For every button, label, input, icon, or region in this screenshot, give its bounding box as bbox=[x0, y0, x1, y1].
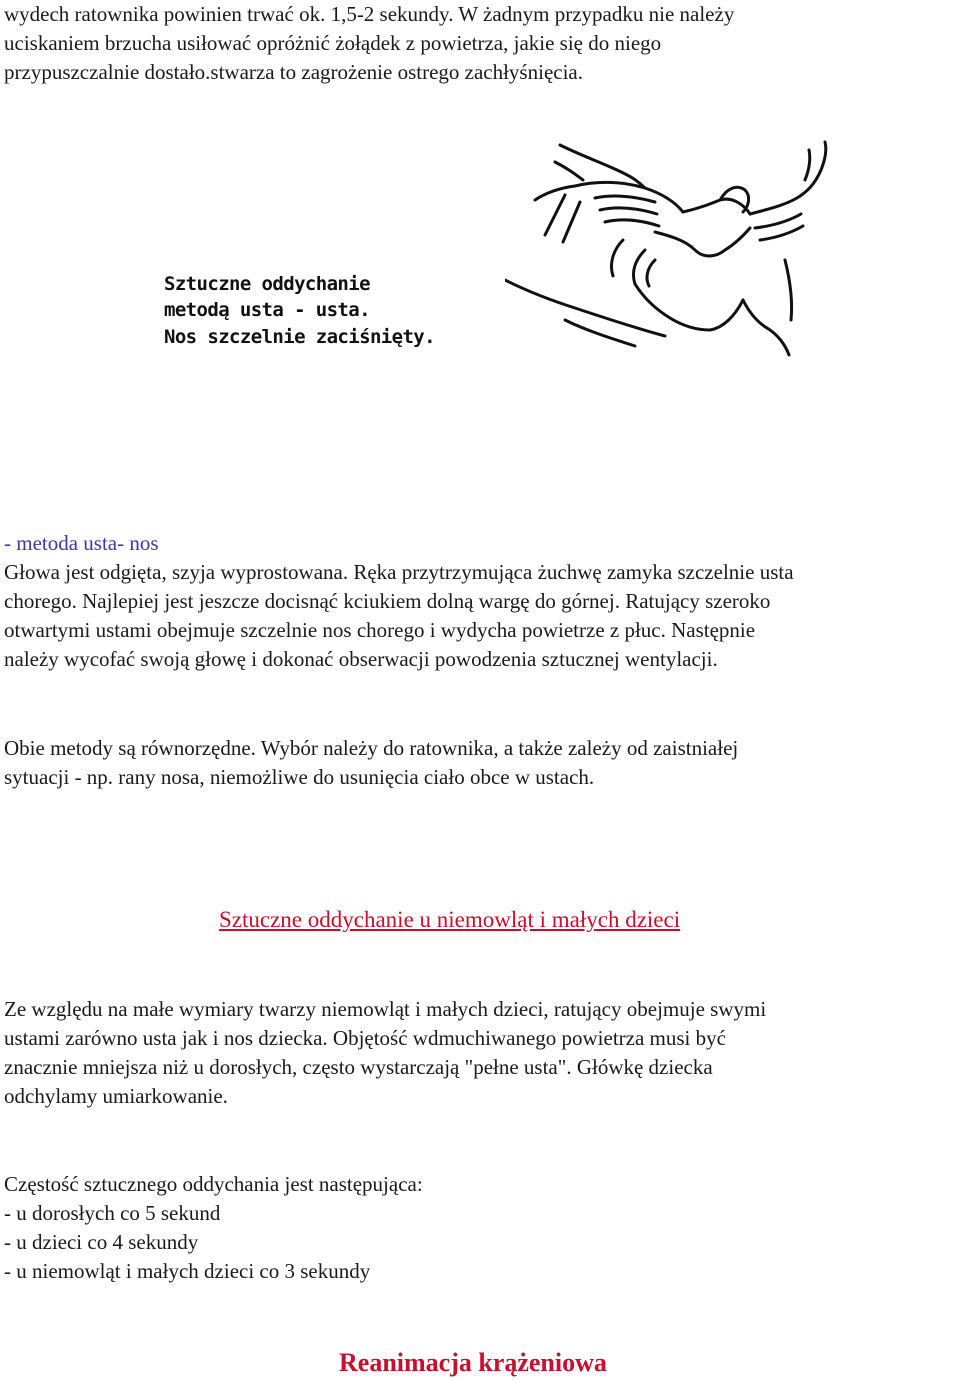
children-section-heading-text: Sztuczne oddychanie u niemowląt i małych dzieci bbox=[219, 907, 681, 932]
text-line: ustami zarówno usta jak i nos dziecka. Objętość wdmuchiwanego powietrza musi być bbox=[4, 1026, 726, 1050]
list-item: - u niemowląt i małych dzieci co 3 sekundy bbox=[4, 1259, 371, 1283]
mouth-to-mouth-illustration bbox=[505, 140, 835, 365]
text-line: należy wycofać swoją głowę i dokonać obserwacji powodzenia sztucznej wentylacji. bbox=[4, 647, 718, 671]
text-line: odchylamy umiarkowanie. bbox=[4, 1084, 228, 1108]
text-line: uciskaniem brzucha usiłować opróżnić żołądek z powietrza, jakie się do niego bbox=[4, 31, 662, 55]
method-heading-text: - metoda usta- nos bbox=[4, 531, 159, 555]
list-item: - u dorosłych co 5 sekund bbox=[4, 1201, 221, 1225]
text-line: sytuacji - np. rany nosa, niemożliwe do usunięcia ciało obce w ustach. bbox=[4, 765, 595, 789]
frequency-list bbox=[4, 1170, 960, 1286]
list-item: - u dzieci co 4 sekundy bbox=[4, 1230, 199, 1254]
circulation-heading: Reanimacja krążeniowa bbox=[339, 1348, 607, 1377]
text-line: Ze względu na małe wymiary twarzy niemowląt i małych dzieci, ratujący obejmuje swymi bbox=[4, 997, 767, 1021]
text-line: znacznie mniejsza niż u dorosłych, często wystarczają "pełne usta". Główkę dziecka bbox=[4, 1055, 713, 1079]
text-line: chorego. Najlepiej jest jeszcze docisnąć kciukiem dolną wargę do górnej. Ratujący szeroko bbox=[4, 589, 771, 613]
methods-equal-paragraph bbox=[4, 734, 960, 792]
frequency-intro: Częstość sztucznego oddychania jest następująca: bbox=[4, 1172, 423, 1196]
figure-caption-line: metodą usta - usta. bbox=[164, 299, 370, 321]
text-line: Głowa jest odgięta, szyja wyprostowana. Ręka przytrzymująca żuchwę zamyka szczelnie usta bbox=[4, 560, 794, 584]
text-line: wydech ratownika powinien trwać ok. 1,5-2 sekundy. W żadnym przypadku nie należy bbox=[4, 2, 735, 26]
intro-paragraph bbox=[4, 0, 960, 87]
figure-caption-line: Sztuczne oddychanie bbox=[164, 273, 370, 295]
text-line: otwartymi ustami obejmuje szczelnie nos chorego i wydycha powietrze z płuc. Następnie bbox=[4, 618, 756, 642]
figure-caption-line: Nos szczelnie zaciśnięty. bbox=[164, 326, 435, 348]
method-heading bbox=[4, 529, 960, 558]
text-line: Obie metody są równorzędne. Wybór należy do ratownika, a także zależy od zaistniałej bbox=[4, 736, 739, 760]
text-line: przypuszczalnie dostało.stwarza to zagrożenie ostrego zachłyśnięcia. bbox=[4, 60, 583, 84]
method-paragraph bbox=[4, 558, 960, 674]
rescue-breathing-figure bbox=[150, 140, 840, 370]
children-paragraph bbox=[4, 995, 960, 1111]
